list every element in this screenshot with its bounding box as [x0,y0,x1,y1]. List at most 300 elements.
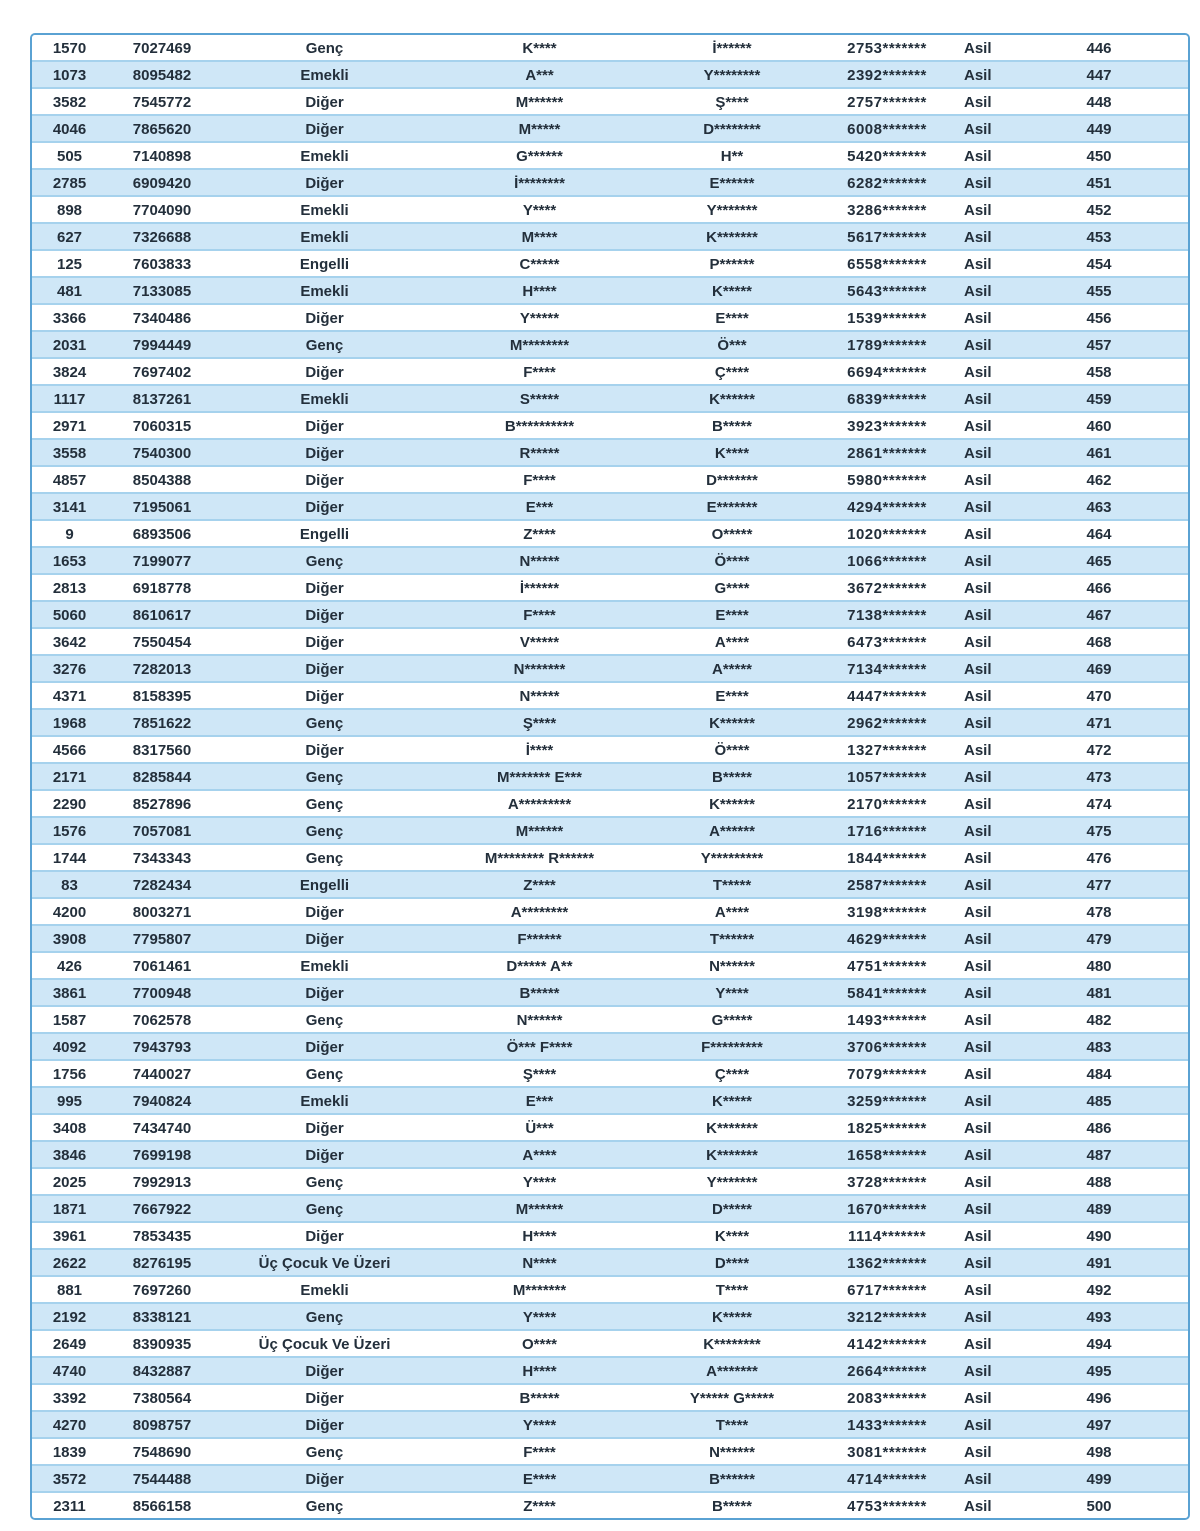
cell-application-no: 7195061 [132,498,192,516]
table-row [32,1464,1188,1491]
cell-first-name-masked: G****** [516,147,563,165]
cell-first-name-masked: B********** [504,417,575,435]
cell-draw-order: 494 [1086,1335,1112,1353]
cell-category: Emekli [300,201,349,219]
cell-first-name-masked: F**** [523,1443,556,1461]
cell-application-no: 7140898 [132,147,192,165]
cell-draw-order: 487 [1086,1146,1112,1164]
cell-status: Asil [964,687,992,705]
cell-application-no: 7544488 [132,1470,192,1488]
cell-applicant-id: 2971 [52,417,87,435]
cell-category: Emekli [300,1092,349,1110]
cell-first-name-masked: Ü*** [525,1119,554,1137]
table-row [32,35,1188,60]
table-row [32,492,1188,519]
cell-draw-order: 495 [1086,1362,1112,1380]
cell-first-name-masked: F**** [523,471,556,489]
cell-status: Asil [964,1416,992,1434]
cell-status: Asil [964,1308,992,1326]
cell-status: Asil [964,66,992,84]
cell-last-name-masked: Y******* [706,1173,758,1191]
cell-status: Asil [964,984,992,1002]
cell-national-id-masked: 1789******* [847,336,927,354]
cell-category: Diğer [305,1146,344,1164]
cell-category: Diğer [305,471,344,489]
cell-national-id-masked: 2664******* [847,1362,927,1380]
cell-applicant-id: 2649 [52,1335,87,1353]
cell-application-no: 7992913 [132,1173,192,1191]
cell-national-id-masked: 7134******* [847,660,927,678]
table-row [32,411,1188,438]
cell-first-name-masked: A**** [522,1146,557,1164]
cell-last-name-masked: K**** [714,1227,750,1245]
table-row [32,1086,1188,1113]
table-row [32,897,1188,924]
cell-draw-order: 488 [1086,1173,1112,1191]
cell-applicant-id: 3276 [52,660,87,678]
cell-application-no: 7943793 [132,1038,192,1056]
cell-last-name-masked: Y**** [715,984,749,1002]
cell-first-name-masked: R***** [519,444,560,462]
cell-status: Asil [964,606,992,624]
cell-application-no: 6893506 [132,525,192,543]
cell-first-name-masked: M******** [509,336,570,354]
cell-last-name-masked: B***** [711,417,753,435]
cell-draw-order: 490 [1086,1227,1112,1245]
cell-draw-order: 461 [1086,444,1112,462]
cell-status: Asil [964,1497,992,1515]
table-row [32,222,1188,249]
cell-national-id-masked: 4142******* [847,1335,927,1353]
cell-applicant-id: 898 [56,201,83,219]
cell-status: Asil [964,1038,992,1056]
cell-first-name-masked: E**** [522,1470,557,1488]
cell-applicant-id: 5060 [52,606,87,624]
cell-applicant-id: 3392 [52,1389,87,1407]
cell-last-name-masked: D******* [706,471,758,489]
cell-status: Asil [964,228,992,246]
cell-application-no: 8504388 [132,471,192,489]
cell-status: Asil [964,822,992,840]
cell-draw-order: 457 [1086,336,1112,354]
cell-status: Asil [964,1011,992,1029]
table-row [32,303,1188,330]
cell-application-no: 8317560 [132,741,192,759]
cell-national-id-masked: 1716******* [847,822,927,840]
table-row [32,1248,1188,1275]
cell-applicant-id: 4371 [52,687,87,705]
table-row [32,924,1188,951]
cell-application-no: 7062578 [132,1011,192,1029]
cell-first-name-masked: Z**** [523,876,556,894]
cell-applicant-id: 3824 [52,363,87,381]
cell-status: Asil [964,930,992,948]
cell-category: Diğer [305,606,344,624]
table-row [32,1329,1188,1356]
table-row [32,681,1188,708]
table-row [32,168,1188,195]
cell-category: Engelli [299,255,350,273]
cell-applicant-id: 2311 [53,1497,86,1515]
cell-category: Diğer [305,903,344,921]
cell-national-id-masked: 6717******* [847,1281,927,1299]
cell-applicant-id: 2031 [52,336,87,354]
cell-national-id-masked: 6694******* [847,363,927,381]
cell-first-name-masked: D***** A** [506,957,573,975]
cell-applicant-id: 3908 [52,930,87,948]
cell-applicant-id: 2785 [52,174,87,192]
cell-category: Emekli [300,228,349,246]
cell-applicant-id: 3366 [52,309,87,327]
cell-national-id-masked: 4714******* [847,1470,927,1488]
cell-national-id-masked: 3286******* [847,201,927,219]
cell-category: Emekli [300,147,349,165]
cell-last-name-masked: Ö**** [714,741,750,759]
cell-national-id-masked: 2392******* [847,66,927,84]
cell-application-no: 7282434 [132,876,192,894]
cell-applicant-id: 4092 [52,1038,87,1056]
cell-application-no: 7697260 [132,1281,192,1299]
cell-application-no: 8137261 [132,390,192,408]
cell-category: Diğer [305,174,344,192]
cell-category: Emekli [300,1281,349,1299]
cell-application-no: 7704090 [132,201,192,219]
cell-national-id-masked: 5980******* [847,471,927,489]
cell-draw-order: 468 [1086,633,1112,651]
cell-application-no: 8285844 [132,768,192,786]
cell-last-name-masked: Ç**** [714,363,750,381]
cell-first-name-masked: N***** [519,552,560,570]
cell-national-id-masked: 2962******* [847,714,927,732]
cell-category: Genç [305,336,344,354]
cell-first-name-masked: M**** [521,228,558,246]
table-row [32,735,1188,762]
cell-draw-order: 492 [1086,1281,1112,1299]
cell-first-name-masked: İ****** [519,579,560,597]
table-row [32,276,1188,303]
table-row [32,249,1188,276]
cell-status: Asil [964,1227,992,1245]
cell-national-id-masked: 2587******* [847,876,927,894]
cell-applicant-id: 1744 [52,849,87,867]
cell-national-id-masked: 7138******* [847,606,927,624]
cell-first-name-masked: A*** [525,66,554,84]
cell-status: Asil [964,768,992,786]
cell-category: Diğer [305,93,344,111]
cell-applicant-id: 881 [56,1281,83,1299]
cell-category: Emekli [300,66,349,84]
cell-draw-order: 462 [1086,471,1112,489]
table-row [32,816,1188,843]
cell-category: Diğer [305,1227,344,1245]
cell-status: Asil [964,471,992,489]
cell-draw-order: 469 [1086,660,1112,678]
cell-national-id-masked: 1433******* [847,1416,927,1434]
cell-application-no: 7865620 [132,120,192,138]
cell-status: Asil [964,1092,992,1110]
cell-draw-order: 474 [1086,795,1112,813]
cell-draw-order: 472 [1086,741,1112,759]
cell-national-id-masked: 4629******* [847,930,927,948]
cell-last-name-masked: K***** [711,1308,753,1326]
cell-draw-order: 500 [1086,1497,1112,1515]
cell-national-id-masked: 1020******* [847,525,927,543]
table-row [32,546,1188,573]
cell-first-name-masked: M****** [515,93,564,111]
cell-applicant-id: 4200 [52,903,87,921]
cell-status: Asil [964,1443,992,1461]
cell-draw-order: 453 [1086,228,1112,246]
cell-last-name-masked: P****** [709,255,755,273]
cell-first-name-masked: F**** [523,363,556,381]
cell-draw-order: 479 [1086,930,1112,948]
cell-national-id-masked: 3672******* [847,579,927,597]
cell-applicant-id: 1839 [52,1443,87,1461]
cell-category: Genç [305,1011,344,1029]
cell-draw-order: 478 [1086,903,1112,921]
cell-application-no: 7550454 [132,633,192,651]
table-row [32,60,1188,87]
cell-category: Engelli [299,876,350,894]
cell-category: Diğer [305,498,344,516]
cell-draw-order: 493 [1086,1308,1112,1326]
cell-national-id-masked: 6008******* [847,120,927,138]
cell-last-name-masked: Ö*** [717,336,747,354]
cell-applicant-id: 426 [56,957,83,975]
table-row [32,1275,1188,1302]
table-row [32,384,1188,411]
cell-last-name-masked: A**** [714,633,750,651]
cell-first-name-masked: C***** [519,255,560,273]
cell-last-name-masked: K***** [711,282,753,300]
cell-category: Emekli [300,282,349,300]
cell-applicant-id: 4566 [52,741,87,759]
cell-application-no: 7603833 [132,255,192,273]
cell-draw-order: 476 [1086,849,1112,867]
cell-national-id-masked: 6473******* [847,633,927,651]
cell-status: Asil [964,39,992,57]
cell-category: Genç [305,1443,344,1461]
cell-application-no: 6918778 [132,579,192,597]
cell-applicant-id: 627 [56,228,83,246]
cell-last-name-masked: K***** [711,1092,753,1110]
cell-applicant-id: 4046 [52,120,87,138]
cell-last-name-masked: G***** [711,1011,753,1029]
cell-first-name-masked: Z**** [523,1497,556,1515]
cell-applicant-id: 1576 [52,822,87,840]
cell-first-name-masked: O**** [521,1335,558,1353]
cell-last-name-masked: K**** [714,444,750,462]
cell-applicant-id: 125 [56,255,83,273]
cell-application-no: 8338121 [132,1308,192,1326]
table-row [32,762,1188,789]
cell-last-name-masked: Ş**** [715,93,749,111]
cell-status: Asil [964,633,992,651]
cell-national-id-masked: 2757******* [847,93,927,111]
cell-first-name-masked: H**** [522,1227,557,1245]
cell-national-id-masked: 5643******* [847,282,927,300]
cell-last-name-masked: K******* [706,1146,758,1164]
cell-draw-order: 447 [1086,66,1112,84]
cell-last-name-masked: K****** [709,390,755,408]
cell-category: Diğer [305,741,344,759]
cell-draw-order: 475 [1086,822,1112,840]
cell-category: Diğer [305,660,344,678]
cell-last-name-masked: A******* [706,1362,758,1380]
cell-category: Genç [305,39,344,57]
cell-draw-order: 498 [1086,1443,1112,1461]
cell-first-name-masked: M***** [518,120,561,138]
cell-first-name-masked: K**** [522,39,557,57]
cell-last-name-masked: E**** [715,309,749,327]
cell-last-name-masked: N****** [709,1443,755,1461]
cell-application-no: 7699198 [132,1146,192,1164]
cell-status: Asil [964,1362,992,1380]
cell-first-name-masked: M******* E*** [496,768,583,786]
table-row [32,708,1188,735]
cell-category: Genç [305,849,344,867]
cell-draw-order: 465 [1086,552,1112,570]
cell-application-no: 8390935 [132,1335,192,1353]
cell-category: Genç [305,1200,344,1218]
cell-applicant-id: 2813 [52,579,87,597]
table-row [32,1410,1188,1437]
cell-category: Genç [305,1497,344,1515]
cell-application-no: 7060315 [132,417,192,435]
cell-first-name-masked: A********* [507,795,572,813]
cell-applicant-id: 4857 [52,471,87,489]
cell-application-no: 7851622 [132,714,192,732]
cell-last-name-masked: H** [720,147,744,165]
cell-category: Diğer [305,1416,344,1434]
cell-applicant-id: 3642 [52,633,87,651]
cell-status: Asil [964,903,992,921]
cell-draw-order: 458 [1086,363,1112,381]
cell-status: Asil [964,876,992,894]
cell-first-name-masked: M******* [512,1281,567,1299]
cell-status: Asil [964,282,992,300]
cell-first-name-masked: Ö*** F**** [506,1038,573,1056]
cell-national-id-masked: 2170******* [847,795,927,813]
cell-applicant-id: 9 [65,525,74,543]
cell-first-name-masked: Z**** [523,525,556,543]
cell-last-name-masked: E****** [709,174,755,192]
cell-first-name-masked: Ş**** [522,1065,557,1083]
cell-category: Diğer [305,633,344,651]
table-row [32,87,1188,114]
cell-category: Diğer [305,687,344,705]
cell-category: Genç [305,822,344,840]
cell-applicant-id: 83 [61,876,78,894]
cell-category: Genç [305,1065,344,1083]
cell-application-no: 7343343 [132,849,192,867]
cell-draw-order: 477 [1086,876,1112,894]
cell-category: Diğer [305,984,344,1002]
cell-national-id-masked: 3706******* [847,1038,927,1056]
cell-category: Diğer [305,930,344,948]
cell-application-no: 8095482 [132,66,192,84]
cell-draw-order: 484 [1086,1065,1112,1083]
cell-draw-order: 470 [1086,687,1112,705]
table-row [32,1140,1188,1167]
cell-applicant-id: 1756 [52,1065,87,1083]
cell-status: Asil [964,1335,992,1353]
cell-last-name-masked: A**** [714,903,750,921]
table-row [32,1437,1188,1464]
cell-draw-order: 480 [1086,957,1112,975]
cell-last-name-masked: K******** [703,1335,761,1353]
cell-application-no: 7380564 [132,1389,192,1407]
table-row [32,951,1188,978]
cell-category: Diğer [305,1038,344,1056]
lottery-results-table [30,33,1190,1520]
cell-applicant-id: 1570 [52,39,87,57]
cell-status: Asil [964,390,992,408]
table-row [32,357,1188,384]
cell-category: Diğer [305,444,344,462]
cell-applicant-id: 1653 [52,552,87,570]
cell-draw-order: 499 [1086,1470,1112,1488]
cell-last-name-masked: B***** [711,768,753,786]
table-row [32,600,1188,627]
cell-national-id-masked: 1539******* [847,309,927,327]
cell-draw-order: 452 [1086,201,1112,219]
cell-first-name-masked: H**** [522,1362,557,1380]
cell-last-name-masked: T**** [715,1416,749,1434]
cell-first-name-masked: M****** [515,1200,564,1218]
cell-last-name-masked: T****** [709,930,755,948]
cell-last-name-masked: Ç**** [714,1065,750,1083]
cell-draw-order: 448 [1086,93,1112,111]
cell-status: Asil [964,1470,992,1488]
table-row [32,1059,1188,1086]
cell-first-name-masked: Ş**** [522,714,557,732]
cell-category: Genç [305,1173,344,1191]
cell-last-name-masked: F********* [701,1038,763,1056]
cell-draw-order: 463 [1086,498,1112,516]
table-row [32,1167,1188,1194]
cell-application-no: 7282013 [132,660,192,678]
cell-category: Üç Çocuk Ve Üzeri [258,1254,391,1272]
cell-draw-order: 449 [1086,120,1112,138]
cell-last-name-masked: E******* [706,498,758,516]
cell-first-name-masked: İ******** [514,174,565,192]
cell-national-id-masked: 2861******* [847,444,927,462]
cell-last-name-masked: K****** [709,795,755,813]
cell-application-no: 7061461 [132,957,192,975]
cell-first-name-masked: N***** [519,687,560,705]
table-row [32,1383,1188,1410]
cell-last-name-masked: T**** [715,1281,749,1299]
cell-status: Asil [964,417,992,435]
cell-first-name-masked: Y**** [522,1308,557,1326]
cell-category: Genç [305,714,344,732]
cell-category: Diğer [305,1389,344,1407]
cell-application-no: 7199077 [132,552,192,570]
cell-applicant-id: 1968 [52,714,87,732]
cell-last-name-masked: A****** [709,822,755,840]
cell-national-id-masked: 1327******* [847,741,927,759]
cell-category: Genç [305,768,344,786]
table-row [32,1194,1188,1221]
table-row [32,465,1188,492]
cell-national-id-masked: 5841******* [847,984,927,1002]
table-row [32,1032,1188,1059]
table-row [32,1302,1188,1329]
cell-first-name-masked: N******* [513,660,566,678]
cell-applicant-id: 1117 [53,390,86,408]
cell-category: Diğer [305,417,344,435]
